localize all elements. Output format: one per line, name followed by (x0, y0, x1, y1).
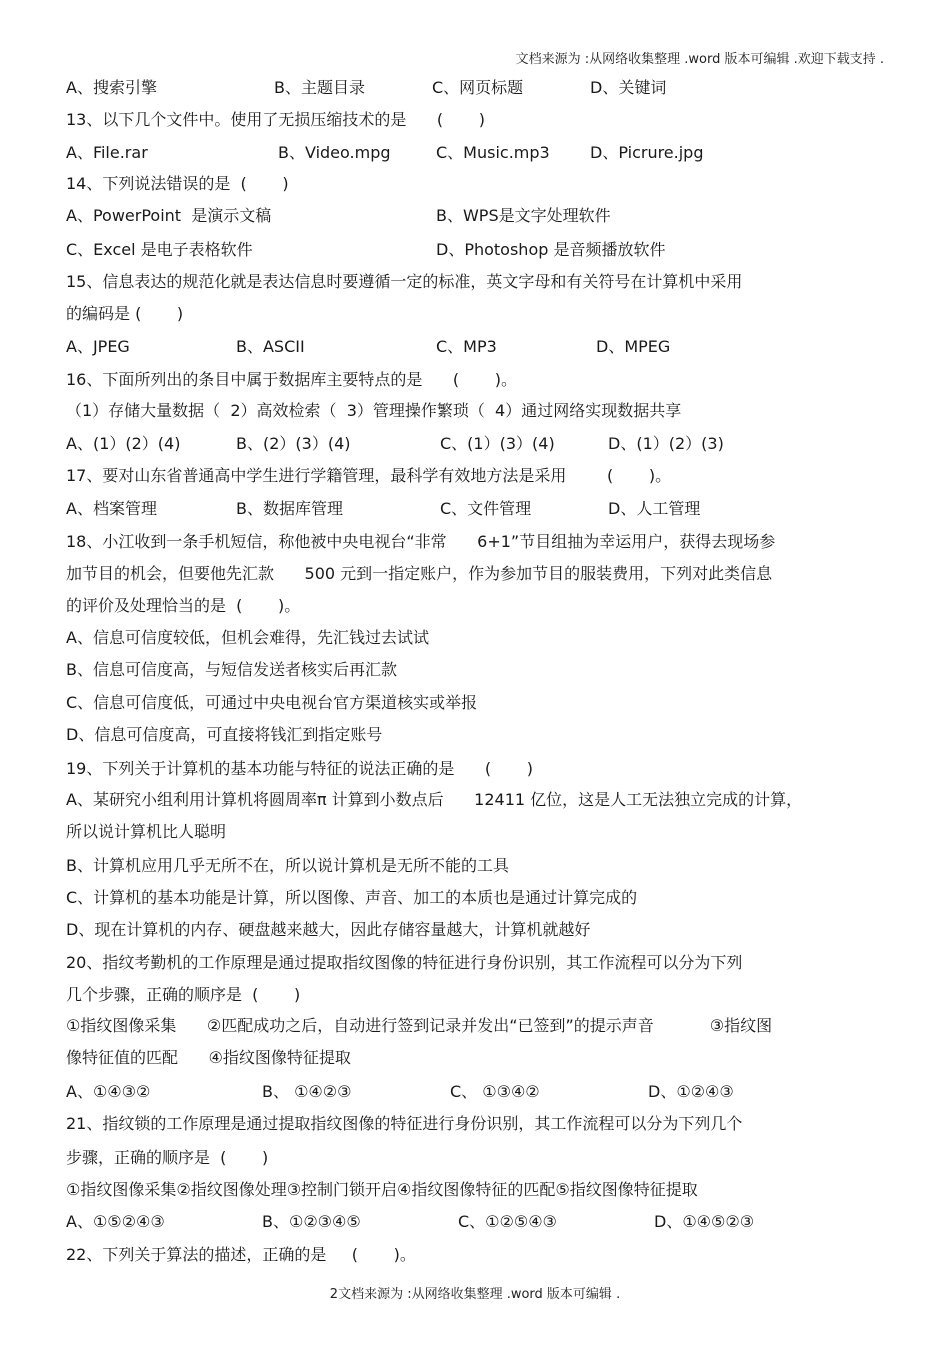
q15-option-d: D、MPEG (596, 337, 671, 356)
q18-option-b: B、信息可信度高，与短信发送者核实后再汇款 (66, 660, 397, 679)
q22-stem: 22、下列关于算法的描述，正确的是 ( )。 (66, 1245, 416, 1264)
q16-option-d: D、(1）(2）(3) (608, 434, 724, 453)
q14-option-c: C、Excel 是电子表格软件 (66, 240, 253, 259)
q15-option-c: C、MP3 (436, 337, 497, 356)
q12-option-d: D、关键词 (590, 78, 667, 97)
q20-stem-cont: 几个步骤，正确的顺序是 ( ) (66, 985, 301, 1004)
q21-steps: ①指纹图像采集②指纹图像处理③控制门锁开启④指纹图像特征的匹配⑤指纹图像特征提取 (66, 1180, 698, 1199)
q13-option-c: C、Music.mp3 (436, 143, 550, 162)
q14-option-a: A、PowerPoint 是演示文稿 (66, 206, 272, 225)
q12-option-c: C、网页标题 (432, 78, 524, 97)
q20-option-c: C、 ①③④② (450, 1082, 540, 1101)
q15-stem-cont: 的编码是 ( ) (66, 304, 184, 323)
q14-option-b: B、WPS是文字处理软件 (436, 206, 611, 225)
q15-option-a: A、JPEG (66, 337, 130, 356)
q16-stem: 16、下面所列出的条目中属于数据库主要特点的是 ( )。 (66, 370, 517, 389)
q20-stem: 20、指纹考勤机的工作原理是通过提取指纹图像的特征进行身份识别，其工作流程可以分为下列 (66, 953, 743, 972)
q18-option-c: C、信息可信度低，可通过中央电视台官方渠道核实或举报 (66, 693, 478, 712)
q13-stem: 13、以下几个文件中。使用了无损压缩技术的是 ( ) (66, 110, 485, 129)
q18-option-d: D、信息可信度高，可直接将钱汇到指定账号 (66, 725, 383, 744)
q13-option-d: D、Picrure.jpg (590, 143, 704, 162)
q19-option-c: C、计算机的基本功能是计算，所以图像、声音、加工的本质也是通过计算完成的 (66, 888, 638, 907)
q20-option-a: A、①④③② (66, 1082, 151, 1101)
q17-option-a: A、档案管理 (66, 499, 157, 518)
q17-stem: 17、要对山东省普通高中学生进行学籍管理，最科学有效地方法是采用 ( )。 (66, 466, 672, 485)
q18-stem: 18、小江收到一条手机短信，称他被中央电视台“非常 6+1”节目组抽为幸运用户，获得去现场参 (66, 532, 776, 551)
q15-option-b: B、ASCII (236, 337, 305, 356)
q18-option-a: A、信息可信度较低，但机会难得，先汇钱过去试试 (66, 628, 429, 647)
q17-option-b: B、数据库管理 (236, 499, 343, 518)
q18-stem-cont: 加节目的机会，但要他先汇款 500 元到一指定账户，作为参加节目的服装费用，下列对此类信息 (66, 564, 773, 583)
q12-option-a: A、搜索引擎 (66, 78, 157, 97)
q20-option-d: D、①②④③ (648, 1082, 734, 1101)
q19-option-a: A、某研究小组利用计算机将圆周率π 计算到小数点后 12411 亿位，这是人工无法独立完成的计算， (66, 790, 803, 809)
page-header: 文档来源为 :从网络收集整理 .word 版本可编辑 .欢迎下载支持 . (515, 52, 884, 67)
page-footer: 2文档来源为 :从网络收集整理 .word 版本可编辑 . (329, 1287, 621, 1302)
q16-items: （1）存储大量数据（ 2）高效检索（ 3）管理操作繁琐（ 4）通过网络实现数据共享 (66, 401, 682, 420)
q21-option-d: D、①④⑤②③ (654, 1212, 755, 1231)
q13-option-b: B、Video.mpg (278, 143, 391, 162)
q16-option-c: C、(1）(3）(4) (440, 434, 555, 453)
q19-option-a-cont: 所以说计算机比人聪明 (66, 822, 227, 841)
q12-option-b: B、主题目录 (274, 78, 365, 97)
q21-stem-cont: 步骤，正确的顺序是 ( ) (66, 1148, 269, 1167)
q14-stem: 14、下列说法错误的是 ( ) (66, 174, 289, 193)
q20-steps: ①指纹图像采集 ②匹配成功之后，自动进行签到记录并发出“已签到”的提示声音 ③指纹图 (66, 1016, 773, 1035)
q16-option-a: A、(1）(2）(4) (66, 434, 181, 453)
q19-stem: 19、下列关于计算机的基本功能与特征的说法正确的是 ( ) (66, 759, 533, 778)
q20-option-b: B、 ①④②③ (262, 1082, 352, 1101)
q17-option-c: C、文件管理 (440, 499, 532, 518)
q21-option-b: B、①②③④⑤ (262, 1212, 361, 1231)
q13-option-a: A、File.rar (66, 143, 148, 162)
q14-option-d: D、Photoshop 是音频播放软件 (436, 240, 666, 259)
q19-option-b: B、计算机应用几乎无所不在，所以说计算机是无所不能的工具 (66, 856, 509, 875)
q21-option-a: A、①⑤②④③ (66, 1212, 165, 1231)
q21-option-c: C、①②⑤④③ (458, 1212, 557, 1231)
q21-stem: 21、指纹锁的工作原理是通过提取指纹图像的特征进行身份识别，其工作流程可以分为下列几个 (66, 1114, 743, 1133)
q18-stem-cont2: 的评价及处理恰当的是 ( )。 (66, 596, 301, 615)
q20-steps-cont: 像特征值的匹配 ④指纹图像特征提取 (66, 1048, 351, 1067)
q16-option-b: B、(2）(3）(4) (236, 434, 351, 453)
q15-stem: 15、信息表达的规范化就是表达信息时要遵循一定的标准，英文字母和有关符号在计算机中采用 (66, 272, 743, 291)
q17-option-d: D、人工管理 (608, 499, 701, 518)
q19-option-d: D、现在计算机的内存、硬盘越来越大，因此存储容量越大，计算机就越好 (66, 920, 591, 939)
